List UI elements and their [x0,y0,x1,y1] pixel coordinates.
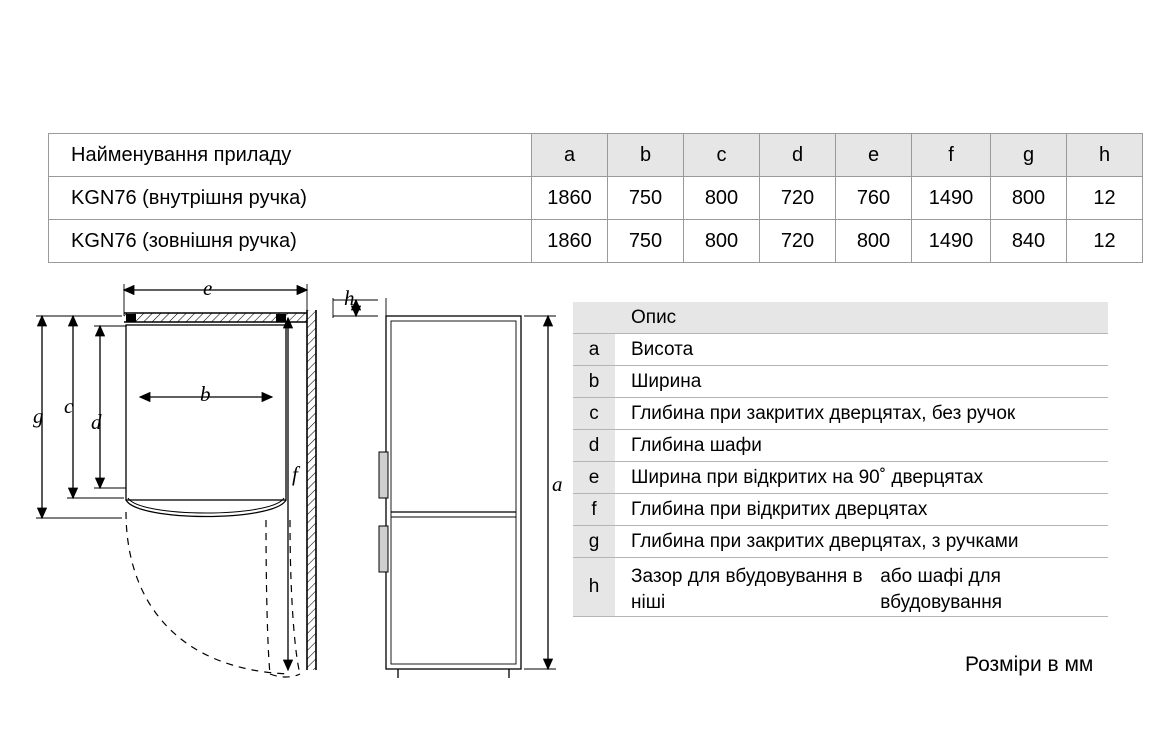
table-header-row [49,134,1143,177]
legend-header-row [573,302,1108,334]
dimension-label-g: g [33,404,44,428]
table-row [49,177,1143,220]
dimension-label-f: f [292,462,298,486]
legend-key-c: c [573,398,615,429]
legend-item-a [573,334,1108,366]
column-header-h: h [1067,134,1143,177]
legend-desc-h-line2: або шафі для вбудовування [880,566,1002,613]
legend-desc-e: Ширина при відкритих на 90˚ дверцятах [631,466,984,488]
column-header-e: e [836,134,912,177]
row-1-h: 12 [1067,220,1143,263]
row-1-d: 720 [760,220,836,263]
legend-desc-g: Глибина при закритих дверцятах, з ручками [631,530,1019,552]
legend-item-h [573,558,1108,617]
units-note: Розміри в мм [965,653,1094,676]
specification-table [48,133,1143,263]
row-1-e: 800 [836,220,912,263]
row-1-f: 1490 [912,220,991,263]
dimension-label-a: a [552,472,563,496]
legend-item-e [573,462,1108,494]
row-1-a: 1860 [532,220,608,263]
row-0-e: 760 [836,177,912,220]
legend-key-h: h [573,558,615,616]
legend-desc-a: Висота [631,338,694,360]
legend-desc-b: Ширина [631,370,702,392]
dimension-label-h: h [344,286,355,310]
row-1-g: 840 [991,220,1067,263]
dimension-label-d: d [91,410,102,434]
legend-desc-h [615,558,1108,616]
legend-key-d: d [573,430,615,461]
column-header-f: f [912,134,991,177]
column-header-name: Найменування приладу [49,134,532,177]
legend-key-e: e [573,462,615,493]
row-0-a: 1860 [532,177,608,220]
row-1-name: KGN76 (зовнішня ручка) [49,220,532,263]
row-0-c: 800 [684,177,760,220]
row-1-b: 750 [608,220,684,263]
column-header-a: a [532,134,608,177]
legend-item-f [573,494,1108,526]
legend-item-b [573,366,1108,398]
legend-key-a: a [573,334,615,365]
drawing-svg [0,270,575,700]
row-0-d: 720 [760,177,836,220]
column-header-b: b [608,134,684,177]
legend-desc-c: Глибина при закритих дверцятах, без ручок [631,402,1016,424]
row-0-g: 800 [991,177,1067,220]
legend-item-d [573,430,1108,462]
column-header-g: g [991,134,1067,177]
row-0-b: 750 [608,177,684,220]
dimension-label-b: b [200,382,211,406]
row-0-h: 12 [1067,177,1143,220]
legend-item-g [573,526,1108,558]
legend-key-g: g [573,526,615,557]
legend-key-b: b [573,366,615,397]
column-header-d: d [760,134,836,177]
table-row [49,220,1143,263]
legend-table [573,302,1108,617]
row-0-f: 1490 [912,177,991,220]
appliance-dimension-drawing [0,270,575,700]
column-header-c: c [684,134,760,177]
legend-desc-f: Глибина при відкритих дверцятах [631,498,928,520]
legend-item-c [573,398,1108,430]
dimension-label-c: c [64,394,74,418]
dimension-label-e: e [203,276,213,300]
legend-key-f: f [573,494,615,525]
legend-header-key [573,302,615,333]
legend-header-label: Опис [615,302,1108,333]
legend-desc-d: Глибина шафи [631,434,762,456]
row-0-name: KGN76 (внутрішня ручка) [49,177,532,220]
legend-desc-h-line1: Зазор для вбудовування в ніші [631,566,863,613]
row-1-c: 800 [684,220,760,263]
